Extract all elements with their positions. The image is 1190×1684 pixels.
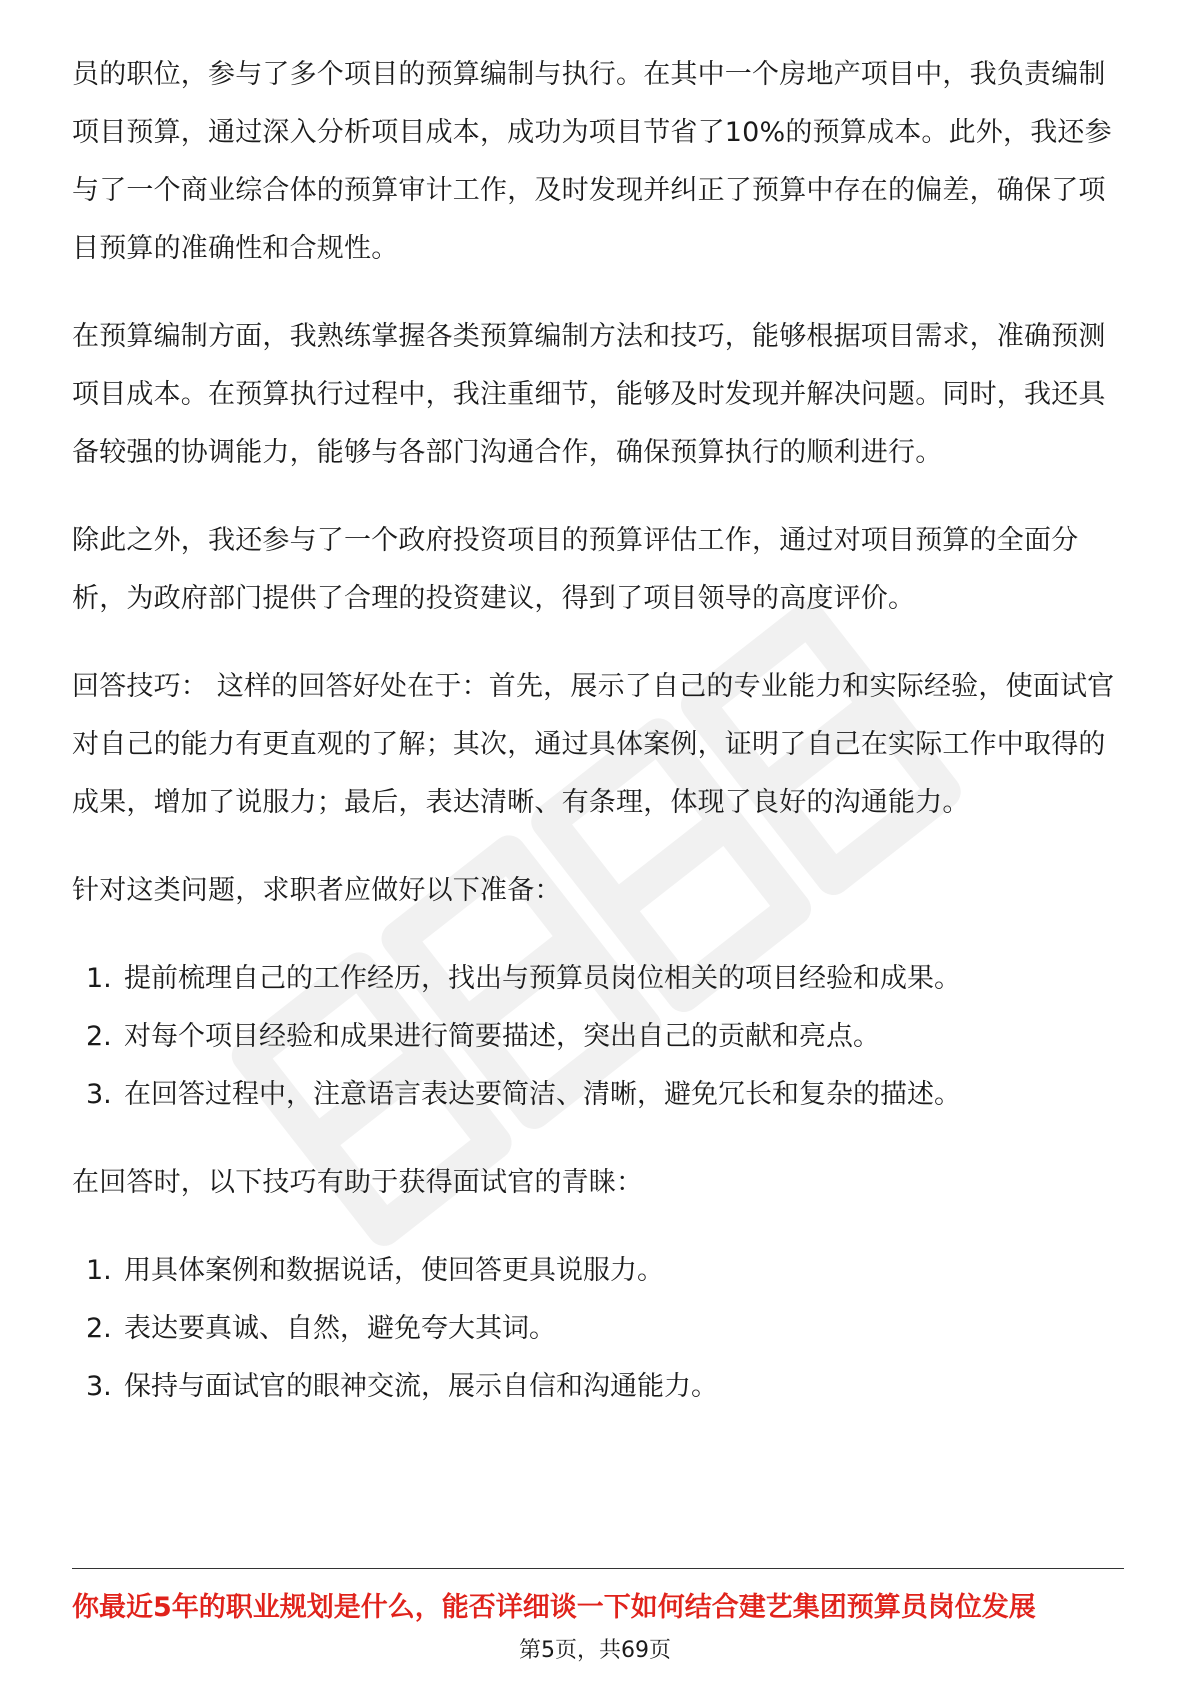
next-question-heading: 你最近5年的职业规划是什么，能否详细谈一下如何结合建艺集团预算员岗位发展 [72,1592,1036,1623]
list-item [72,950,1132,1008]
paragraph-government-project: 除此之外，我还参与了一个政府投资项目的预算评估工作，通过对项目预算的全面分析，为政府部门提供了合理的投资建议，得到了项目领导的高度评价。 [72,525,1079,614]
paragraph-experience: 员的职位，参与了多个项目的预算编制与执行。在其中一个房地产项目中，我负责编制项目预算，通过深入分析项目成本，成功为项目节省了10%的预算成本。此外，我还参与了一个商业综合体的预算审计工作，及时发现并纠正了预算中存在的偏差，确保了项目预算的准确性和合规性。 [72,59,1112,264]
tips-list [72,1242,1132,1416]
list-item-text: 提前梳理自己的工作经历，找出与预算员岗位相关的项目经验和成果。 [124,963,961,994]
list-number: 3. [86,1371,112,1402]
list-item [72,1066,1132,1124]
list-number: 2. [86,1021,112,1052]
paragraph-budget-skills: 在预算编制方面，我熟练掌握各类预算编制方法和技巧，能够根据项目需求，准确预测项目成本。在预算执行过程中，我注重细节，能够及时发现并解决问题。同时，我还具备较强的协调能力，能够与各部门沟通合作，确保预算执行的顺利进行。 [72,321,1106,468]
list-number: 1. [86,963,112,994]
paragraph-preparation-intro: 针对这类问题，求职者应做好以下准备： [72,875,562,906]
footer-divider [72,1568,1124,1569]
list-item [72,1300,1132,1358]
list-item-text: 对每个项目经验和成果进行简要描述，突出自己的贡献和亮点。 [124,1021,880,1052]
list-item-text: 在回答过程中，注意语言表达要简洁、清晰，避免冗长和复杂的描述。 [124,1079,961,1110]
document-body [72,46,1132,1416]
list-number: 1. [86,1255,112,1286]
list-number: 3. [86,1079,112,1110]
list-item-text: 保持与面试官的眼神交流，展示自信和沟通能力。 [124,1371,718,1402]
list-item [72,1008,1132,1066]
paragraph-tips-intro: 在回答时，以下技巧有助于获得面试官的青睐： [72,1167,644,1198]
list-number: 2. [86,1313,112,1344]
list-item [72,1358,1132,1416]
list-item-text: 用具体案例和数据说话，使回答更具说服力。 [124,1255,664,1286]
preparation-list [72,950,1132,1124]
page-number: 第5页，共69页 [519,1638,671,1663]
list-item [72,1242,1132,1300]
paragraph-answer-tips: 回答技巧： 这样的回答好处在于：首先，展示了自己的专业能力和实际经验，使面试官对自己的能力有更直观的了解；其次，通过具体案例，证明了自己在实际工作中取得的成果，增加了说服力；最后，表达清晰、有条理，体现了良好的沟通能力。 [72,671,1115,818]
list-item-text: 表达要真诚、自然，避免夸大其词。 [124,1313,556,1344]
